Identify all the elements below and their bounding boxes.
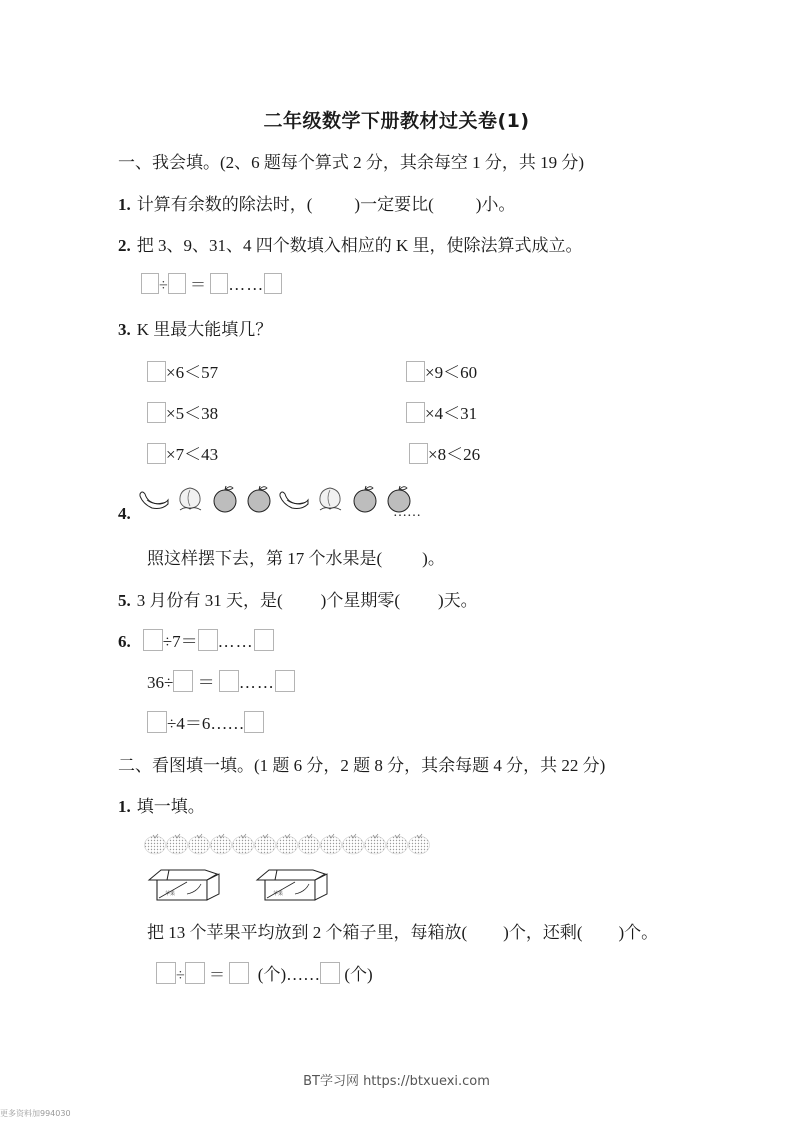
q2-equation: ÷ ＝ …… bbox=[141, 272, 282, 295]
answer-box[interactable] bbox=[173, 670, 193, 692]
page-title: 二年级数学下册教材过关卷(1) bbox=[263, 110, 530, 132]
answer-box[interactable] bbox=[210, 273, 228, 294]
question-number-4: 4. bbox=[118, 504, 131, 523]
question-1-4-text: 照这样摆下去，第 17 个水果是( )。 bbox=[147, 549, 445, 568]
answer-box[interactable] bbox=[198, 629, 218, 651]
apple-icon bbox=[350, 484, 380, 514]
cardboard-box-icon bbox=[147, 866, 225, 902]
answer-box[interactable] bbox=[143, 629, 163, 651]
question-2-1-sentence: 把 13 个苹果平均放到 2 个箱子里，每箱放( )个，还剩( )个。 bbox=[147, 923, 659, 942]
answer-box[interactable] bbox=[320, 962, 340, 984]
answer-box[interactable] bbox=[147, 402, 166, 423]
apple-icon bbox=[244, 484, 274, 514]
answer-box[interactable] bbox=[219, 670, 239, 692]
question-number: 5. bbox=[118, 591, 131, 610]
apples-icon bbox=[144, 830, 436, 856]
question-number: 2. bbox=[118, 236, 131, 255]
footer-site-link[interactable]: BT学习网 https://btxuexi.com bbox=[303, 1074, 490, 1089]
answer-box[interactable] bbox=[244, 711, 264, 733]
boxes-group bbox=[147, 866, 333, 902]
answer-box[interactable] bbox=[147, 443, 166, 464]
q3-item: ×7＜43 bbox=[147, 440, 218, 465]
q3-item: ×6＜57 bbox=[147, 358, 218, 383]
q3-item: ×9＜60 bbox=[406, 358, 477, 383]
question-2-1: 1. 填一填。 bbox=[118, 797, 205, 816]
peach-icon bbox=[314, 484, 346, 514]
q3-item: ×4＜31 bbox=[406, 399, 477, 424]
answer-box[interactable] bbox=[147, 711, 167, 733]
answer-box[interactable] bbox=[229, 962, 249, 984]
apples-group bbox=[144, 830, 436, 856]
section-2-heading: 二、看图填一填。(1 题 6 分，2 题 8 分，其余每题 4 分，共 22 分) bbox=[118, 756, 606, 775]
answer-box[interactable] bbox=[185, 962, 205, 984]
answer-box[interactable] bbox=[156, 962, 176, 984]
answer-box[interactable] bbox=[264, 273, 282, 294]
question-number: 1. bbox=[118, 797, 131, 816]
answer-box[interactable] bbox=[409, 443, 428, 464]
question-1-1: 1. 计算有余数的除法时，( )一定要比( )小。 bbox=[118, 195, 516, 214]
answer-box[interactable] bbox=[406, 361, 425, 382]
box-label: 苹果 bbox=[165, 891, 176, 897]
answer-box[interactable] bbox=[254, 629, 274, 651]
apple-icon bbox=[210, 484, 240, 514]
answer-box[interactable] bbox=[147, 361, 166, 382]
question-2-1-equation: ÷ ＝ (个)…… (个) bbox=[156, 960, 373, 985]
q3-item: ×5＜38 bbox=[147, 399, 218, 424]
peach-icon bbox=[174, 484, 206, 514]
answer-box[interactable] bbox=[275, 670, 295, 692]
q6-line-2: 36÷ ＝ …… bbox=[147, 668, 295, 693]
q6-line-3: ÷4＝6…… bbox=[147, 709, 264, 734]
q3-item: ×8＜26 bbox=[409, 440, 480, 465]
question-number: 3. bbox=[118, 320, 131, 339]
fruit-ellipsis: …… bbox=[393, 505, 421, 520]
banana-icon bbox=[278, 484, 310, 514]
banana-icon bbox=[138, 484, 170, 514]
corner-watermark: 更多资料加994030 bbox=[0, 1109, 71, 1118]
fruit-sequence bbox=[138, 484, 414, 520]
question-1-2: 2. 把 3、9、31、4 四个数填入相应的 K 里，使除法算式成立。 bbox=[118, 236, 583, 255]
answer-box[interactable] bbox=[168, 273, 186, 294]
question-1-3: 3. K 里最大能填几？ bbox=[118, 320, 273, 339]
section-1-heading: 一、我会填。(2、6 题每个算式 2 分，其余每空 1 分，共 19 分) bbox=[118, 153, 585, 172]
answer-box[interactable] bbox=[141, 273, 159, 294]
answer-box[interactable] bbox=[406, 402, 425, 423]
cardboard-box-icon bbox=[255, 866, 333, 902]
question-number: 1. bbox=[118, 195, 131, 214]
question-1-5: 5. 3 月份有 31 天，是( )个星期零( )天。 bbox=[118, 591, 478, 610]
question-number: 6. bbox=[118, 632, 131, 651]
box-label: 苹果 bbox=[273, 891, 284, 897]
question-1-6: 6. ÷7＝ …… bbox=[118, 627, 274, 652]
